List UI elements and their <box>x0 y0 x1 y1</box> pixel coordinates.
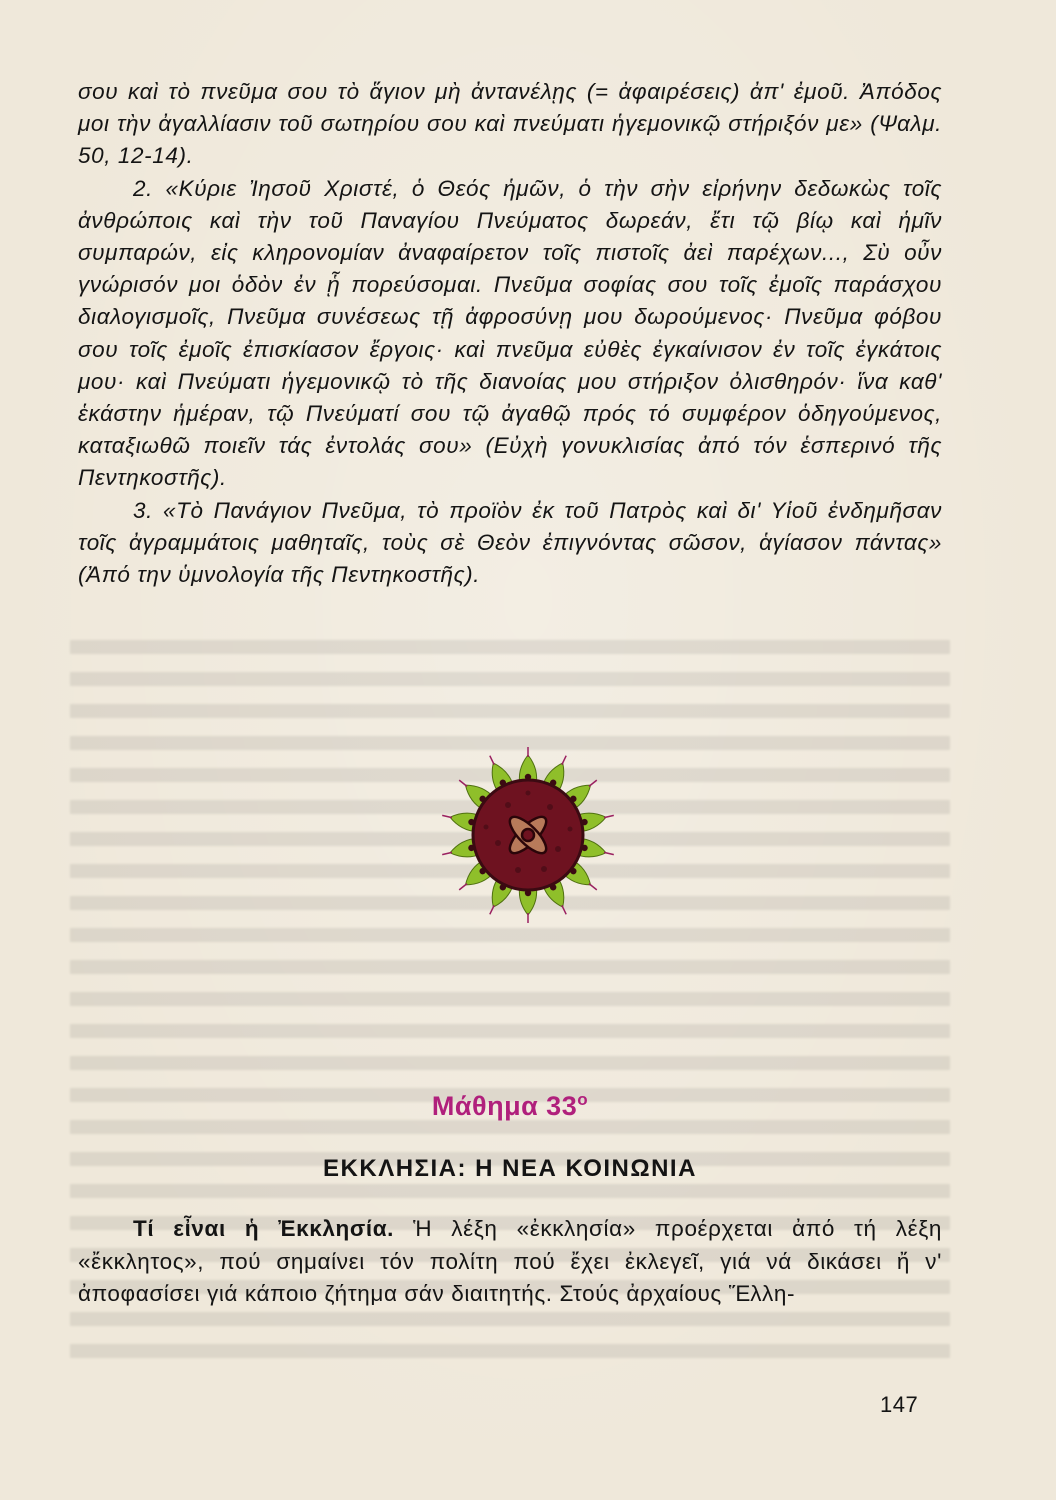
pentecost-fire-ornament-icon <box>438 745 618 925</box>
quote-paragraph-3: 3. «Τὸ Πανάγιον Πνεῦμα, τὸ προϊὸν ἐκ τοῦ Πατρὸς καὶ δι' Υἱοῦ ἐνδημῆσαν τοῖς ἀγραμμάτοις μαθηταῖς, τοὺς σὲ Θεὸν ἐπιγνόντας σῶσον, ἁγίασον πάντας» (Ἀπό την ὑμνολογία τῆς Πεντηκοστῆς). <box>78 497 942 588</box>
paragraph-text: Ἡ λέξη «ἐκκλησία» προέρχεται ἀπό τή λέξη «ἔκκλητος», πού σημαίνει τόν πολίτη πού ἔχει ἐκλεγεῖ, γιά νά δικάσει ἤ ν' ἀποφασίσει γιά κάποιο ζήτημα σάν διαιτητής. Στούς ἀρχαίους Ἕλλη- <box>78 1216 942 1307</box>
chapter-title: ΕΚΚΛΗΣΙΑ: Η ΝΕΑ ΚΟΙΝΩΝΙΑ <box>323 1155 697 1182</box>
prayer-quotations <box>78 76 942 591</box>
quote-paragraph-1: σου καὶ τὸ πνεῦμα σου τὸ ἅγιον μὴ ἀντανέλῃς (= ἀφαιρέσεις) ἀπ' ἐμοῦ. Ἀπόδος μοι τὴν ἀγαλλίασιν τοῦ σωτηρίου σου καὶ πνεύματι ἡγεμονικῷ στήριξόν με» (Ψαλμ. 50, 12-14). <box>78 79 942 169</box>
quote-paragraph-2: 2. «Κύριε Ἰησοῦ Χριστέ, ὁ Θεός ἡμῶν, ὁ τὴν σὴν εἰρήνην δεδωκὼς τοῖς ἀνθρώποις καὶ τὴν τοῦ Παναγίου Πνεύματος δωρεάν, ἔτι τῷ βίῳ καὶ ἡμῖν συμπαρών, εἰς κληρονομίαν ἀναφαίρετον τοῖς πιστοῖς ἀεὶ παρέχων..., Σὺ οὖν γνώρισόν μοι ὁδὸν ἐν ᾗ πορεύσομαι. Πνεῦμα σοφίας σου τοῖς ἐμοῖς παράσχου διαλογισμοῖς, Πνεῦμα συνέσεως τῇ ἀφροσύνῃ μου δωρούμενος· Πνεῦμα φόβου σου τοῖς ἐμοῖς ἐπισκίασον ἔργοις· καὶ πνεῦμα εὐθὲς ἐγκαίνισον ἐν τοῖς ἐγκάτοις μου· καὶ Πνεύματι ἡγεμονικῷ τὸ τῆς διανοίας μου στήριξον ὀλισθηρόν· ἵνα καθ' ἑκάστην ἡμέραν, τῷ Πνεύματί σου τῷ ἀγαθῷ πρός τό συμφέρον ὁδηγούμενος, καταξιωθῶ ποιεῖν τάς ἐντολάς σου» (Εὐχὴ γονυκλισίας ἀπό τόν ἑσπερινό τῆς Πεντηκοστῆς). <box>78 175 942 491</box>
lesson-superscript: ο <box>577 1090 589 1109</box>
lesson-number-heading <box>0 1090 1020 1122</box>
paragraph-lead: Τί εἶναι ἡ Ἐκκλησία. <box>133 1216 395 1241</box>
body-text <box>78 1213 942 1311</box>
lesson-label: Μάθημα 33 <box>431 1091 578 1121</box>
body-paragraph <box>78 1213 942 1311</box>
page-number: 147 <box>880 1392 919 1417</box>
